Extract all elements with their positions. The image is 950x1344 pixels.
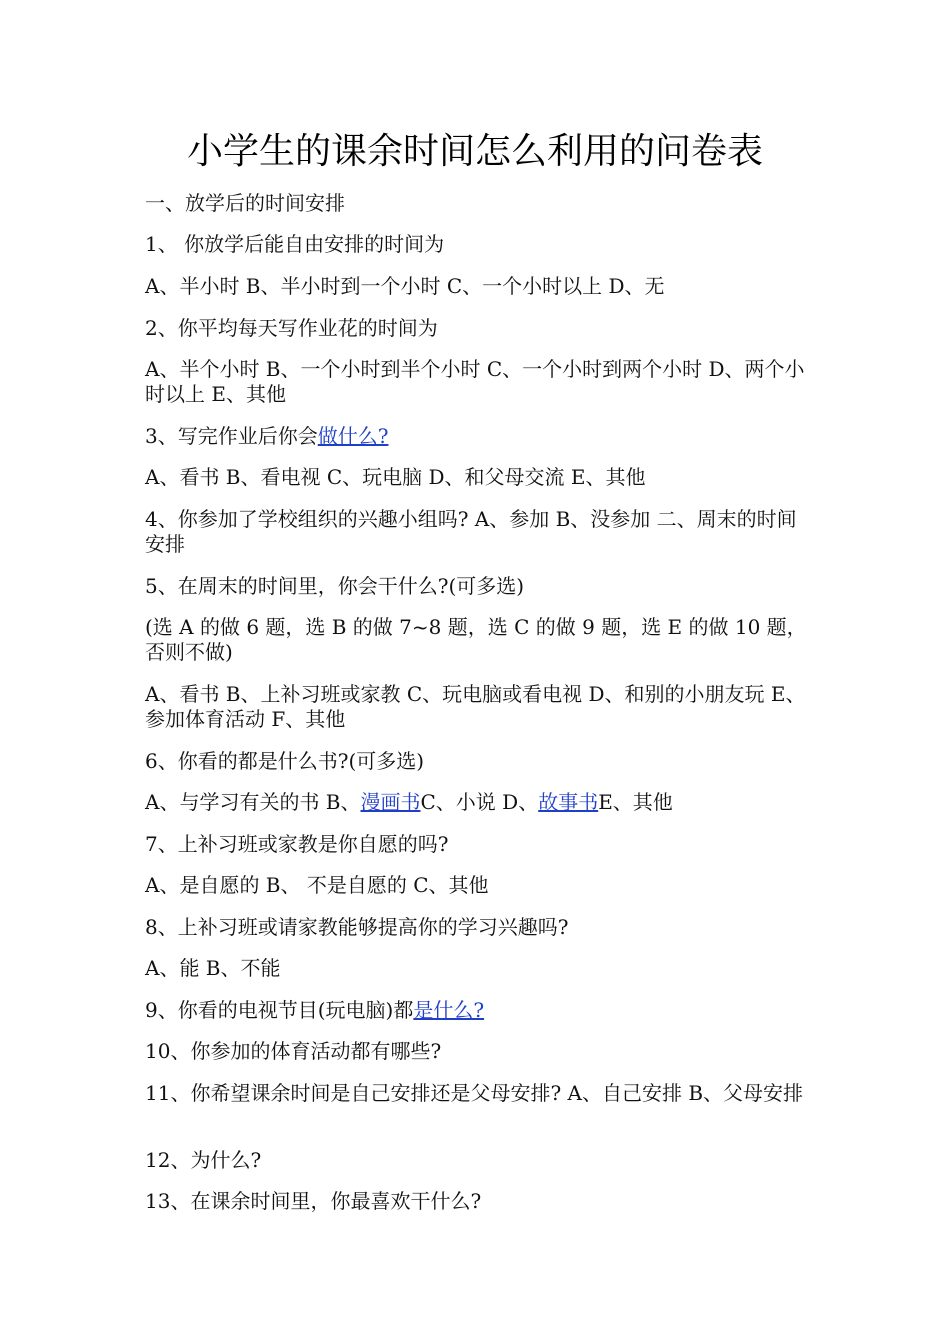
question-6-options <box>145 790 815 815</box>
question-3-options: A、看书 B、看电视 C、玩电脑 D、和父母交流 E、其他 <box>145 465 646 489</box>
link-manhua-shu[interactable]: 漫画书 <box>360 790 421 814</box>
document-title: 小学生的课余时间怎么利用的问卷表 <box>186 131 763 172</box>
question-8-options: A、能 B、不能 <box>145 956 281 980</box>
question-9 <box>145 998 815 1023</box>
question-2: 2、你平均每天写作业花的时间为 <box>145 316 438 340</box>
question-5-instruction: (选 A 的做 6 题，选 B 的做 7~8 题，选 C 的做 9 题，选 E 的做 10 题，否则不做) <box>145 615 807 664</box>
question-6: 6、你看的都是什么书?(可多选) <box>145 749 425 773</box>
question-2-options: A、半个小时 B、一个小时到半个小时 C、一个小时到两个小时 D、两个小时以上 E、其他 <box>145 357 805 406</box>
question-6-options-b: C、小说 D、 <box>420 790 539 814</box>
question-3 <box>145 424 815 449</box>
question-6-options-c: E、其他 <box>598 790 673 814</box>
question-1: 1、 你放学后能自由安排的时间为 <box>145 232 445 256</box>
question-7-options: A、是自愿的 B、 不是自愿的 C、其他 <box>145 873 489 897</box>
question-11: 11、你希望课余时间是自己安排还是父母安排? A、自己安排 B、父母安排 <box>145 1081 804 1105</box>
question-12: 12、为什么? <box>145 1148 262 1172</box>
question-8: 8、上补习班或请家教能够提高你的学习兴趣吗? <box>145 915 569 939</box>
question-10: 10、你参加的体育活动都有哪些? <box>145 1039 442 1063</box>
question-1-options: A、半小时 B、半小时到一个小时 C、一个小时以上 D、无 <box>145 274 665 298</box>
question-13: 13、在课余时间里，你最喜欢干什么? <box>145 1189 482 1213</box>
question-4: 4、你参加了学校组织的兴趣小组吗? A、参加 B、没参加 二、周末的时间安排 <box>145 507 797 556</box>
question-6-options-a: A、与学习有关的书 B、 <box>145 790 361 814</box>
link-shi-shenme[interactable]: 是什么? <box>413 998 485 1022</box>
question-9-text: 9、你看的电视节目(玩电脑)都 <box>145 998 414 1022</box>
question-5-options: A、看书 B、上补习班或家教 C、玩电脑或看电视 D、和别的小朋友玩 E、参加体育活动 F、其他 <box>145 682 806 731</box>
question-5: 5、在周末的时间里，你会干什么?(可多选) <box>145 574 525 598</box>
question-7: 7、上补习班或家教是你自愿的吗? <box>145 832 449 856</box>
section-heading-1: 一、放学后的时间安排 <box>145 191 345 215</box>
question-3-text: 3、写完作业后你会 <box>145 424 318 448</box>
link-zuo-shenme[interactable]: 做什么? <box>317 424 389 448</box>
link-gushi-shu[interactable]: 故事书 <box>538 790 599 814</box>
